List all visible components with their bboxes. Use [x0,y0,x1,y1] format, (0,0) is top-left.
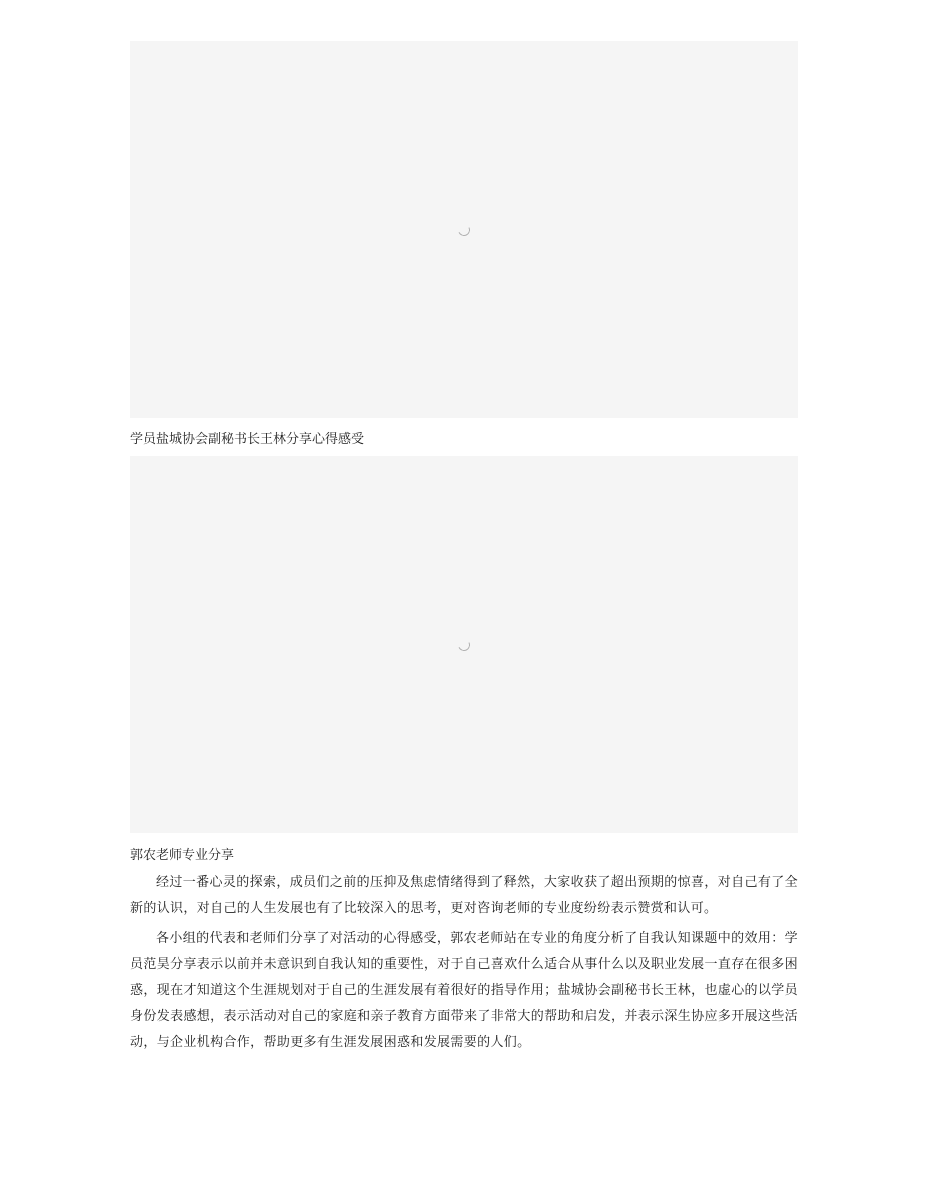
article-paragraph-2: 各小组的代表和老师们分享了对活动的心得感受，郭农老师站在专业的角度分析了自我认知课题中的效用：学员范昊分享表示以前并未意识到自我认知的重要性，对于自己喜欢什么适合从事什么以及职业发展一直存在很多困惑，现在才知道这个生涯规划对于自己的生涯发展有着很好的指导作用；盐城协会副秘书长王林，也虚心的以学员身份发表感想，表示活动对自己的家庭和亲子教育方面带来了非常大的帮助和启发，并表示深生协应多开展这些活动，与企业机构合作，帮助更多有生涯发展困惑和发展需要的人们。 [130,931,798,1050]
article-body [130,41,798,1060]
photo-caption-2: 郭农老师专业分享 [130,848,235,863]
photo-placeholder-1 [130,41,798,418]
photo-placeholder-2 [130,456,798,833]
photo-caption-1: 学员盐城协会副秘书长王林分享心得感受 [130,432,365,447]
loading-spinner-icon [456,222,471,237]
loading-spinner-icon [456,637,471,652]
article-paragraph-1: 经过一番心灵的探索，成员们之前的压抑及焦虑情绪得到了释然，大家收获了超出预期的惊喜，对自己有了全新的认识，对自己的人生发展也有了比较深入的思考，更对咨询老师的专业度纷纷表示赞赏和认可。 [130,875,798,916]
